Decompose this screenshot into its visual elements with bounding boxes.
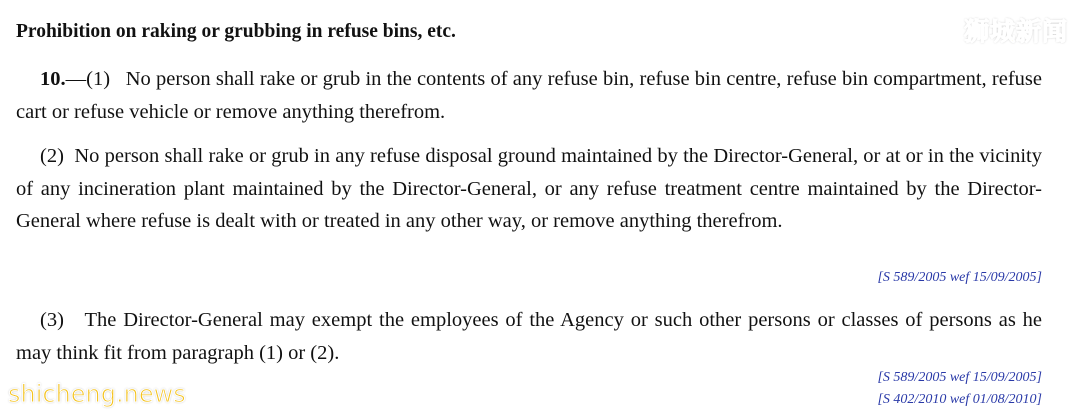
paragraph-2-text: No person shall rake or grub in any refuse disposal ground maintained by the Director-General, or at or in the vicinity of any incineration plant maintained by the Director-General, or any refuse treatment centre maintained by the Director-General where refuse is dealt with or treated in any other way, or remove anything therefrom.	[16, 145, 1043, 232]
watermark-chinese: 狮城新闻	[963, 17, 1068, 46]
paragraph-3	[16, 304, 1042, 369]
paragraph-3-text: The Director-General may exempt the employees of the Agency or such other persons or classes of persons as he may think fit from paragraph (1) or (2).	[16, 309, 1042, 364]
section-heading: Prohibition on raking or grubbing in refuse bins, etc.	[16, 21, 456, 42]
paragraph-1	[16, 63, 1042, 128]
watermark-site: shicheng.news	[8, 380, 186, 408]
amendment-note-2: [S 589/2005 wef 15/09/2005]	[877, 370, 1042, 385]
amendment-note-1: [S 589/2005 wef 15/09/2005]	[877, 270, 1042, 285]
section-number: 10.	[40, 68, 66, 90]
paragraph-3-label: (3)	[40, 309, 64, 331]
paragraph-2	[16, 140, 1042, 238]
paragraph-2-label: (2)	[40, 145, 64, 167]
paragraph-1-label: —(1)	[65, 68, 111, 90]
amendment-note-3: [S 402/2010 wef 01/08/2010]	[877, 392, 1042, 407]
paragraph-1-text: No person shall rake or grub in the contents of any refuse bin, refuse bin centre, refuse bin compartment, refuse cart or refuse vehicle or remove anything therefrom.	[16, 68, 1042, 123]
